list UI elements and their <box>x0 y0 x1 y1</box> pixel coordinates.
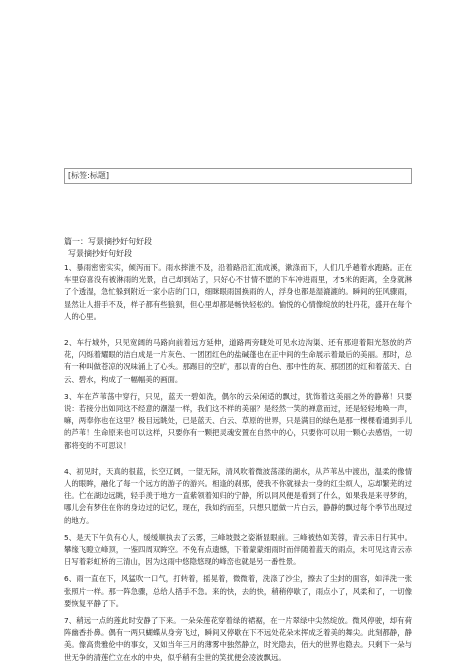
tag-label: [标签:标题] <box>68 171 109 180</box>
article <box>64 236 412 669</box>
article-heading: 篇一：写景摘抄好句好段 <box>64 237 152 246</box>
paragraph-6: 6、雨一直在下，风猛吹一口气，打转着，摇晃着，微微着，洗涤了沙尘，擦去了尘封的面容，如洋洗一张张照片一样。那一阵急骤，总给人措手不急。来的快，去的快，稍稍停歇了，雨点小了，风柔和了，一切像要恢复平静了下。 <box>64 574 412 608</box>
paragraph-7: 7、稍远一点的莲此时安静了下来。一朵朵莲花穿着绿的裙裾，在一片翠绿中尖然绽放。微风停驶，却有荷阵幽香扑鼻。偶有一两只蝴蝶从身旁飞过，瞬间又停歇在下不远处花朵末挥成乏着美的舞尖。此刻都静，静美。像高贵雅伦中的事女，又如当年三月的薄雾中独然静立，时光隐去，佰大的世界也隐去。只剩下一朵与世无争的清莲伫立在水的中央，似乎稍有尘世的笑扰便会凌波飘远。 <box>64 616 412 662</box>
paragraph-5: 5、是天下午负有心人，缓缓顺执去了云雾，三峰坡鼓之姿渐显眼前。三峰被热如芙蓉，青云赤日行其中。攀缘飞瞪立峰顶，一鉴四周双眸空。不免有点遗憾，下着蒙蒙细雨时而伴随着蓝天的雨点，未可见这青云赤日写着彩虹桥的三清山，因为这雨中悠隐悠现的峰峦也就是另一番性景。 <box>64 532 412 567</box>
article-subheading: 写景摘抄好句好段 <box>68 249 132 258</box>
paragraph-2: 2、车行城外，只见宽阔的马路向前着远方延伸，道路两旁睫处可见水边沟渠、还有那迎着阳光怒放的芦花，闪烁着耀眼的洁白成是一片灰色、一团团红色的盐碱蓬也在正中间的生命展示着最后的美丽。那时，总有一种叫做苍凉的况味涌上了心头。那踢目的空旷，那以青的白色、那中性的灰、那团团的红和着蓝天、白云、碧水，构成了一幅幅美的画面。 <box>64 338 412 384</box>
paragraph-4: 4、初见时，天真的很蓝，长空辽阔，一望无际，清风吹着微波荡漾的湖水，从芦苇丛中渡出，温柔的像情人的眼眸，融化了每一个远方的游子的游兴。相逢的刹那，使我不你就禄去一身的红尘烦人，忘却繁芜的过往。伫在湖边远眺，轻手羡于地方一直紫领着知归的宁静，所以同风便是看到了什么，如果我是来寻梦的，哪儿会有梦住在你的身边过的记忆，现在，我如约而至，只想只愿做一片白云，静静的飘过每个季节出现过的地方。 <box>64 466 412 525</box>
paragraph-3: 3、车在芦苇荡中穿行，只见，蓝天一碧如洗，偶尔的云朵闲适的飘过，犹饰着这美丽之外的静幕！只要说：若接分出如同这不经意的潮湿一样，我们这不样的美丽？是经然一笑的禅意而过，还是轻轻地唤一声，嘛，两奉你也在这里？极目远眺处，已是蓝天、白云、草原的世界，只是满目的绿色是那一棵棵看通到手儿的芦苇！生命原来也可以这样，只要你有一颗把灵魂安置在自然中的心，只要你可以用一颗心去感悟，一切都将变的不可思议！ <box>64 391 412 450</box>
tag-box <box>64 168 412 184</box>
paragraph-1: 1、暴雨密密实实，倾泻而下。雨水摔泄不及，沿着路沿汇流成溪，漱涤而下，人们几乎趟着水跑路。正在车里窃喜没有被淋雨的光景，自己却到站了，只好心不甘情不愿的下车冲进雨里，才5米的距离，全身就淋了个透湿，急忙躲到附近一家小店的门口，细眯眼雨国换雨的人，浮身也都是湿漉漉的。瞬间的狂风骤雨，显然让人措手不及，样子都有些狼狈，但心里却都是畅快轻松的。愉悦的心情像绽放的牡丹花，盛开在每个人的心里。 <box>64 263 412 321</box>
